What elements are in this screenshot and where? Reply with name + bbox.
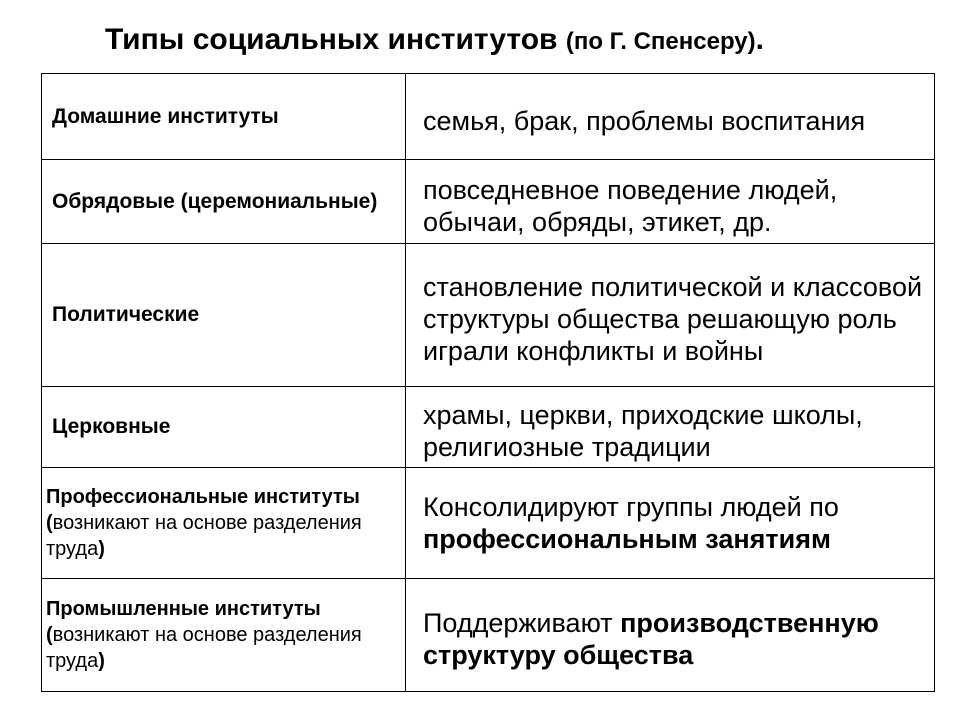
institution-name-cell: [42, 74, 406, 160]
table-row: [42, 468, 935, 579]
institution-desc: становление политической и классовой структуры общества решающую роль играли конфликты и войны: [423, 272, 923, 366]
institution-name-cell: [42, 468, 406, 579]
institution-name-bold: Профессиональные институты (: [46, 486, 360, 534]
institution-desc: повседневное поведение людей, обычаи, обряды, этикет, др.: [423, 174, 838, 237]
institution-desc-cell: [406, 579, 935, 692]
table-row: [42, 244, 935, 387]
institution-name-cell: [42, 579, 406, 692]
institution-desc-cell: [406, 387, 935, 468]
institution-desc-cell: [406, 74, 935, 160]
institution-desc-cell: [406, 244, 935, 387]
table-row: [42, 387, 935, 468]
institution-name: Церковные: [52, 415, 171, 438]
institution-desc-bold: профессиональным занятиям: [423, 524, 831, 554]
title-sub: (по Г. Спенсеру): [565, 28, 756, 55]
table-row: [42, 579, 935, 692]
institution-name-end: ): [98, 650, 105, 672]
institution-name: Политические: [52, 303, 200, 326]
title-end: .: [755, 23, 764, 56]
institution-desc-normal: Поддерживают: [423, 608, 613, 638]
institution-desc-cell: [406, 160, 935, 244]
institution-desc-normal: Консолидируют группы людей по: [423, 492, 839, 522]
title-main: Типы социальных институтов: [105, 23, 558, 56]
page-title: [105, 20, 764, 62]
institution-desc-cell: [406, 468, 935, 579]
table-row: [42, 74, 935, 160]
institution-desc-bold: производственную структуру общества: [423, 608, 879, 670]
institution-desc: семья, брак, проблемы воспитания: [423, 105, 866, 136]
institution-name-cell: [42, 244, 406, 387]
institution-name: Обрядовые (церемониальные): [52, 189, 378, 213]
institution-desc: храмы, церкви, приходские школы, религиозные традиции: [423, 400, 863, 462]
institution-name-note: возникают на основе разделения труда: [46, 512, 362, 560]
institution-name-note: возникают на основе разделения труда: [46, 624, 362, 672]
institution-name-cell: [42, 160, 406, 244]
table-row: [42, 160, 935, 244]
institution-name-cell: [42, 387, 406, 468]
institution-name-end: ): [98, 538, 105, 560]
institution-name: Домашние институты: [52, 104, 279, 128]
institutions-table: [41, 73, 935, 692]
institution-name-bold: Промышленные институты (: [46, 598, 321, 646]
